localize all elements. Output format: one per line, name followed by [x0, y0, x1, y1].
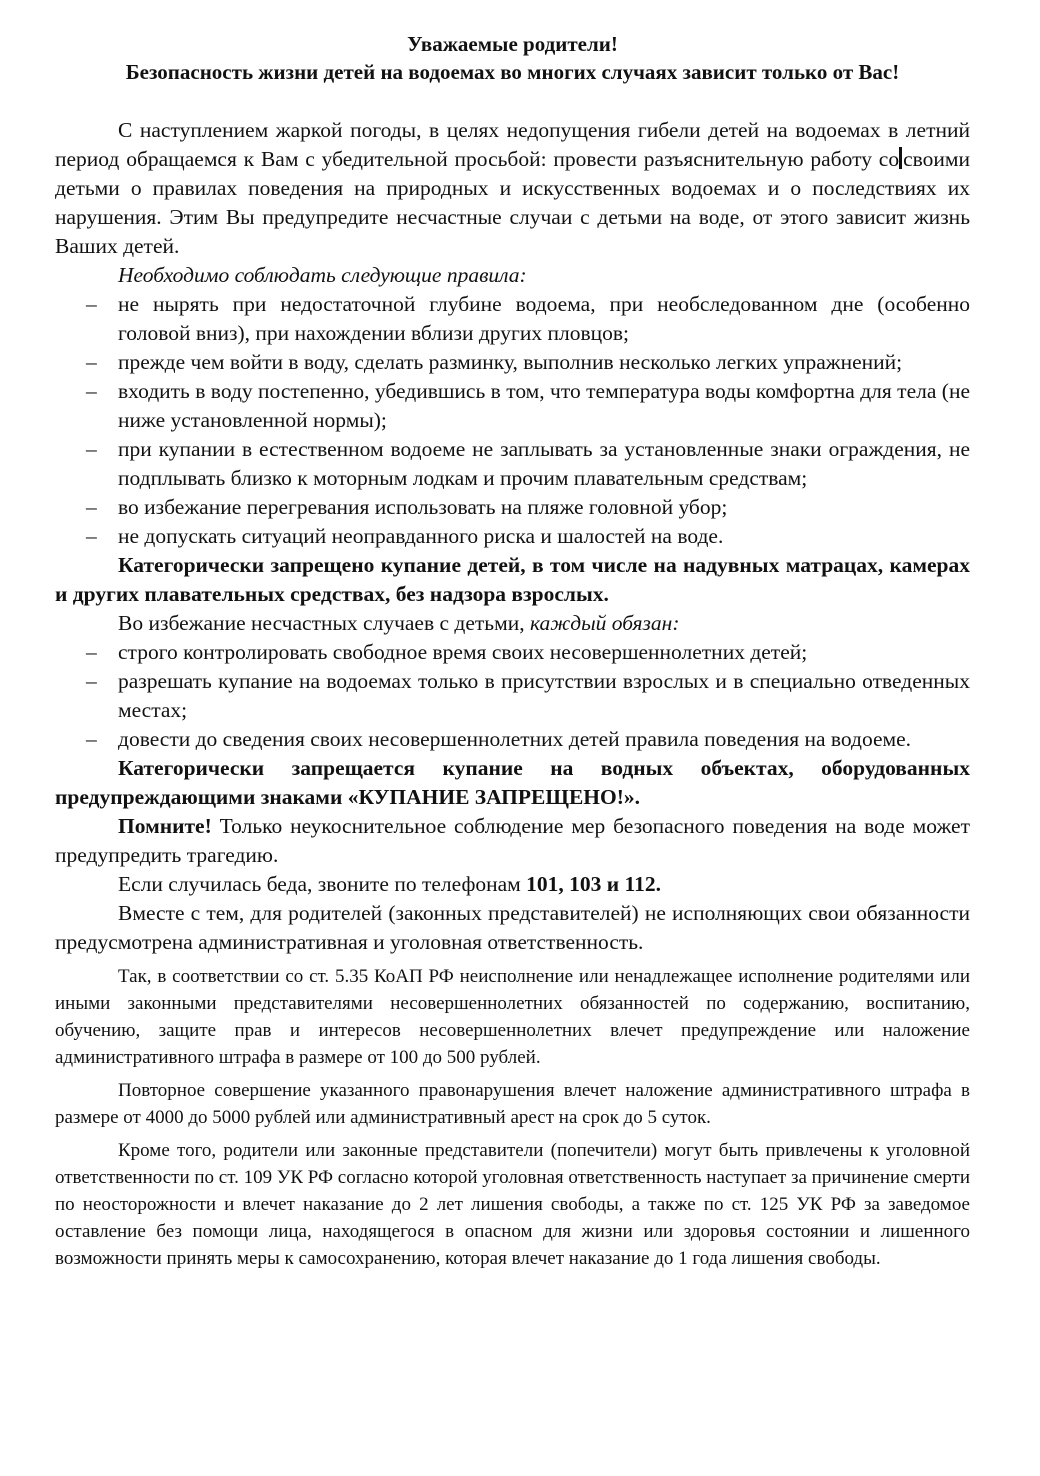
- rule-item: – не нырять при недостаточной глубине водоема, при необследованном дне (особенно головой вниз), при нахождении вблизи других пловцов;: [118, 290, 970, 348]
- intro-text-part2: своими детьми о правилах поведения на природных и искусственных водоемах и о последствиях их нарушения. Этим Вы предупредите несчастные случаи с детьми на воде, от этого зависит жизнь Ваших детей.: [55, 147, 970, 258]
- law-koap-paragraph: Так, в соответствии со ст. 5.35 КоАП РФ неисполнение или ненадлежащее исполнение родителями или иными законными представителями несовершеннолетних обязанностей по содержанию, воспитанию, обучению, защите прав и интересов несовершеннолетних влечет предупреждение или наложение административного штрафа в размере от 100 до 500 рублей.: [55, 966, 970, 1068]
- rule-item: – во избежание перегревания использовать на пляже головной убор;: [118, 493, 970, 522]
- emergency-text: Если случилась беда, звоните по телефонам: [118, 872, 521, 896]
- rules-list: [55, 290, 970, 551]
- duties-lead-text: Во избежание несчастных случаев с детьми,: [118, 611, 525, 635]
- law-section: [55, 963, 970, 1272]
- text-cursor-icon: [899, 147, 902, 169]
- rule-item: – при купании в естественном водоеме не заплывать за установленные знаки ограждения, не подплывать близко к моторным лодкам и прочим плавательным средствам;: [118, 435, 970, 493]
- duties-lead-italic: каждый обязан:: [529, 611, 680, 635]
- responsibility-paragraph: Вместе с тем, для родителей (законных представителей) не исполняющих свои обязанности предусмотрена административная и уголовная ответственность.: [55, 901, 970, 954]
- main-section: [55, 116, 970, 957]
- document-subtitle: Безопасность жизни детей на водоемах во многих случаях зависит только от Вас!: [125, 60, 900, 84]
- intro-paragraph: [55, 116, 970, 261]
- document-page: [55, 30, 970, 1272]
- duty-item: – строго контролировать свободное время своих несовершеннолетних детей;: [118, 638, 970, 667]
- rule-item: – не допускать ситуаций неоправданного риска и шалостей на воде.: [118, 522, 970, 551]
- prohibition-supervision: Категорически запрещено купание детей, в том числе на надувных матрацах, камерах и других плавательных средствах, без надзора взрослых.: [55, 553, 970, 606]
- document-title: Уважаемые родители!: [407, 32, 618, 56]
- prohibition-signs: Категорически запрещается купание на водных объектах, оборудованных предупреждающими знаками «КУПАНИЕ ЗАПРЕЩЕНО!».: [55, 756, 970, 809]
- intro-text-part1: С наступлением жаркой погоды, в целях недопущения гибели детей на водоемах в летний период обращаемся к Вам с убедительной просьбой: провести разъяснительную работу со: [55, 118, 970, 171]
- emergency-numbers: 101, 103 и 112.: [526, 872, 661, 896]
- remember-text: Только неукоснительное соблюдение мер безопасного поведения на воде может предупредить трагедию.: [55, 814, 970, 867]
- law-repeat-paragraph: Повторное совершение указанного правонарушения влечет наложение административного штрафа в размере от 4000 до 5000 рублей или административный арест на срок до 5 суток.: [55, 1080, 970, 1128]
- remember-label: Помните!: [118, 814, 212, 838]
- duty-item: – разрешать купание на водоемах только в присутствии взрослых и в специально отведенных местах;: [118, 667, 970, 725]
- emergency-paragraph: [55, 870, 970, 899]
- rule-item: – входить в воду постепенно, убедившись в том, что температура воды комфортна для тела (не ниже установленной нормы);: [118, 377, 970, 435]
- rule-item: – прежде чем войти в воду, сделать разминку, выполнив несколько легких упражнений;: [118, 348, 970, 377]
- duties-list: [55, 638, 970, 754]
- duty-item: – довести до сведения своих несовершеннолетних детей правила поведения на водоеме.: [118, 725, 970, 754]
- rules-heading: Необходимо соблюдать следующие правила:: [118, 263, 527, 287]
- remember-paragraph: [55, 812, 970, 870]
- duties-lead: [55, 609, 970, 638]
- law-uk-paragraph: Кроме того, родители или законные представители (попечители) могут быть привлечены к уголовной ответственности по ст. 109 УК РФ согласно которой уголовная ответственность наступает за причинение смерти по неосторожности и влечет наказание до 2 лет лишения свободы, а также по ст. 125 УК РФ за заведомое оставление без помощи лица, находящегося в опасном для жизни или здоровья состоянии и лишенного возможности принять меры к самосохранению, которая влечет наказание до 1 года лишения свободы.: [55, 1140, 970, 1269]
